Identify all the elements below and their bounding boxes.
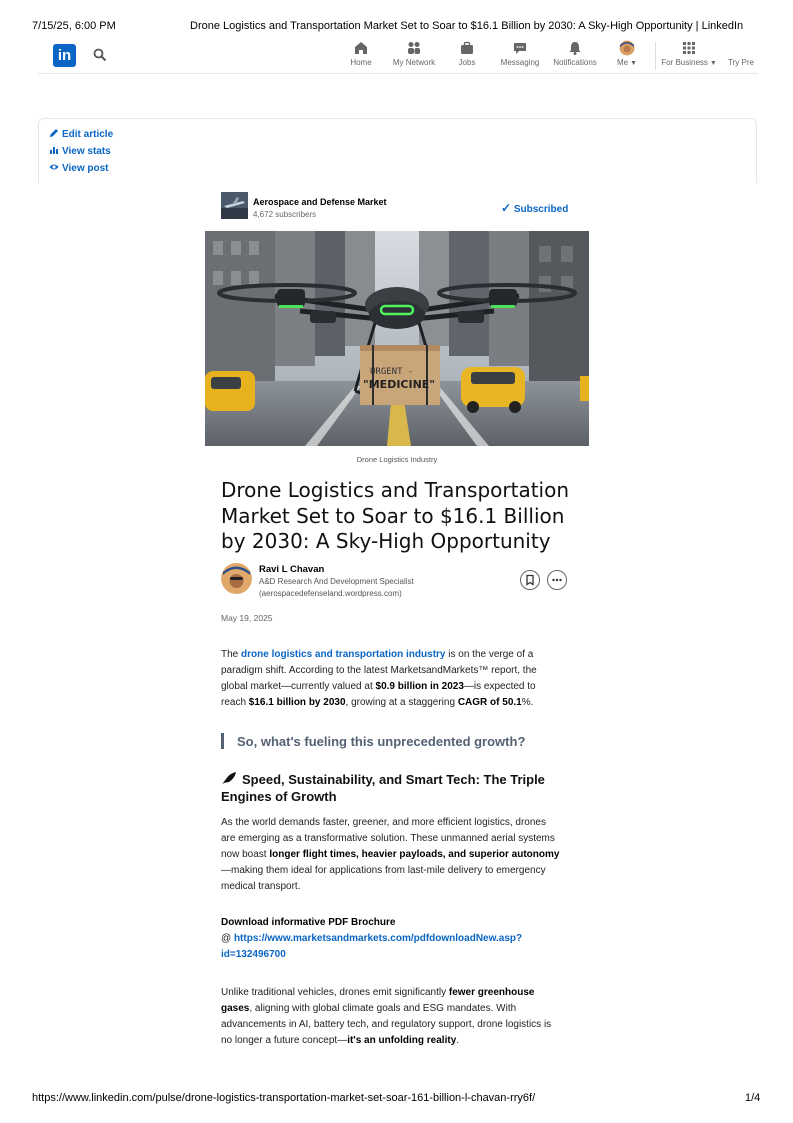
section-heading [221, 771, 581, 805]
download-brochure [221, 915, 581, 963]
brochure-link[interactable]: id=132496700 [221, 949, 286, 960]
edit-article-link[interactable] [49, 128, 113, 140]
bold-text: gases [221, 1003, 250, 1014]
text: global market—currently valued at [221, 681, 376, 692]
text: As the world demands faster, greener, and more efficient logistics, drones [221, 817, 546, 828]
bold-text: fewer greenhouse [448, 987, 535, 998]
avatar [619, 40, 635, 56]
brochure-link[interactable]: https://www.marketsandmarkets.com/pdfdownloadNew.asp? [233, 933, 523, 944]
rocket-icon [221, 771, 237, 785]
view-stats-link[interactable] [49, 145, 111, 157]
bold-text: $0.9 billion in 2023 [375, 681, 464, 692]
text: Unlike traditional vehicles, drones emit significantly [221, 987, 449, 998]
message-icon [512, 40, 528, 56]
article-title-line: Market Set to Soar to $16.1 Billion [221, 503, 565, 528]
text: medical transport. [221, 881, 301, 892]
article-hero-image [205, 231, 589, 446]
subscribed-button[interactable] [501, 201, 568, 215]
text: , growing at a staggering [345, 697, 458, 708]
bold-text: $16.1 billion by 2030 [248, 697, 346, 708]
author-role-line: (aerospacedefenseland.wordpress.com) [259, 588, 402, 598]
image-caption: Drone Logistics Industry [356, 455, 438, 464]
article-title-line: by 2030: A Sky-High Opportunity [221, 529, 551, 553]
author-name[interactable]: Ravi L Chavan [259, 564, 325, 575]
text: is on the verge of a [445, 649, 534, 660]
print-page-number: 1/4 [745, 1092, 761, 1104]
search-icon[interactable] [93, 48, 107, 62]
text: advancements in AI, battery tech, and regulatory support, drone logistics is [221, 1019, 552, 1030]
nav-my-network[interactable] [388, 40, 440, 67]
article-admin-panel [38, 118, 757, 183]
author-role [259, 576, 414, 599]
newsletter-logo[interactable] [221, 192, 248, 219]
text: no longer a future concept— [221, 1035, 348, 1046]
download-label: Download informative PDF Brochure [221, 917, 396, 928]
nav-me[interactable] [610, 40, 644, 67]
ellipsis-icon [548, 571, 566, 589]
box-text-medicine: "MEDICINE" [363, 378, 436, 391]
nav-divider [655, 42, 656, 70]
text: —making them ideal for applications from last-mile delivery to emergency [221, 865, 546, 876]
newsletter-subscribers: 4,672 subscribers [253, 210, 317, 219]
bold-text: longer flight times, heavier payloads, and superior autonomy [269, 849, 560, 860]
paragraph-speed [221, 815, 581, 895]
publish-date: May 19, 2025 [221, 613, 273, 623]
home-icon [353, 40, 369, 56]
bar-chart-icon [49, 145, 59, 155]
heading-text: Engines of Growth [221, 789, 337, 804]
paragraph-sustainability [221, 985, 581, 1049]
quote-bar [221, 733, 224, 749]
view-stats-label: View stats [62, 146, 111, 157]
nav-jobs[interactable] [452, 40, 482, 67]
nav-home-label: Home [350, 58, 372, 67]
nav-jobs-label: Jobs [458, 58, 476, 67]
nav-me-label: Me [617, 58, 629, 67]
linkedin-logo[interactable]: in [53, 44, 76, 67]
print-url: https://www.linkedin.com/pulse/drone-logistics-transportation-market-set-soar-161-billion-l-chavan-rry6f/ [32, 1092, 536, 1104]
text: , aligning with global climate goals and ESG mandates. With [249, 1003, 517, 1014]
network-icon [406, 40, 422, 56]
text: are emerging as a transformative solution. These unmanned aerial systems [221, 833, 555, 844]
checkmark-icon: ✓ [501, 201, 512, 215]
more-options-button[interactable] [547, 570, 567, 590]
paragraph-intro [221, 647, 581, 711]
text: paradigm shift. According to the latest MarketsandMarkets™ report, the [221, 665, 537, 676]
text: —is expected to [463, 681, 536, 692]
eye-icon [49, 162, 59, 172]
article-title-line: Drone Logistics and Transportation [221, 478, 570, 502]
author-role-line: A&D Research And Development Specialist [259, 577, 414, 586]
edit-article-label: Edit article [62, 129, 114, 140]
industry-link[interactable]: drone logistics and transportation industry [241, 649, 446, 660]
bold-text: it's an unfolding reality [347, 1035, 457, 1046]
bell-icon [567, 40, 583, 56]
view-post-link[interactable] [49, 162, 109, 174]
nav-notifications[interactable] [550, 40, 600, 67]
save-button[interactable] [520, 570, 540, 590]
bold-text: CAGR of 50.1 [457, 697, 522, 708]
subscribed-label: Subscribed [513, 204, 569, 215]
text: reach [221, 697, 249, 708]
text: . [456, 1035, 460, 1046]
bookmark-icon [521, 571, 539, 589]
box-text-urgent: URGENT - [370, 367, 414, 377]
top-nav [38, 36, 758, 74]
nav-my-network-label: My Network [392, 58, 436, 67]
print-datetime: 7/15/25, 6:00 PM [32, 20, 116, 32]
text: The [221, 649, 242, 660]
nav-home[interactable] [343, 40, 379, 67]
nav-for-business[interactable] [661, 40, 717, 67]
nav-messaging[interactable] [499, 40, 541, 67]
nav-messaging-label: Messaging [500, 58, 540, 67]
briefcase-icon [459, 40, 475, 56]
view-post-label: View post [62, 163, 109, 174]
pencil-icon [49, 128, 59, 138]
author-avatar[interactable] [221, 563, 252, 594]
chevron-down-icon: ▼ [707, 60, 717, 67]
chevron-down-icon: ▼ [628, 60, 637, 67]
grid-icon [681, 40, 697, 56]
text: @ [221, 933, 234, 944]
heading-text: Speed, Sustainability, and Smart Tech: The Triple [242, 772, 545, 787]
nav-notifications-label: Notifications [553, 58, 597, 67]
pull-quote: So, what's fueling this unprecedented growth? [237, 734, 526, 749]
print-page-title: Drone Logistics and Transportation Market Set to Soar to $16.1 Billion by 2030: A Sky-High Opportunity | LinkedIn [190, 20, 744, 32]
text: now boast [221, 849, 270, 860]
nav-for-business-label: For Business [661, 58, 708, 67]
nav-try-premium[interactable]: Try Pre [728, 58, 754, 67]
newsletter-name[interactable]: Aerospace and Defense Market [253, 197, 387, 207]
article-title [221, 478, 591, 555]
text: %. [521, 697, 534, 708]
